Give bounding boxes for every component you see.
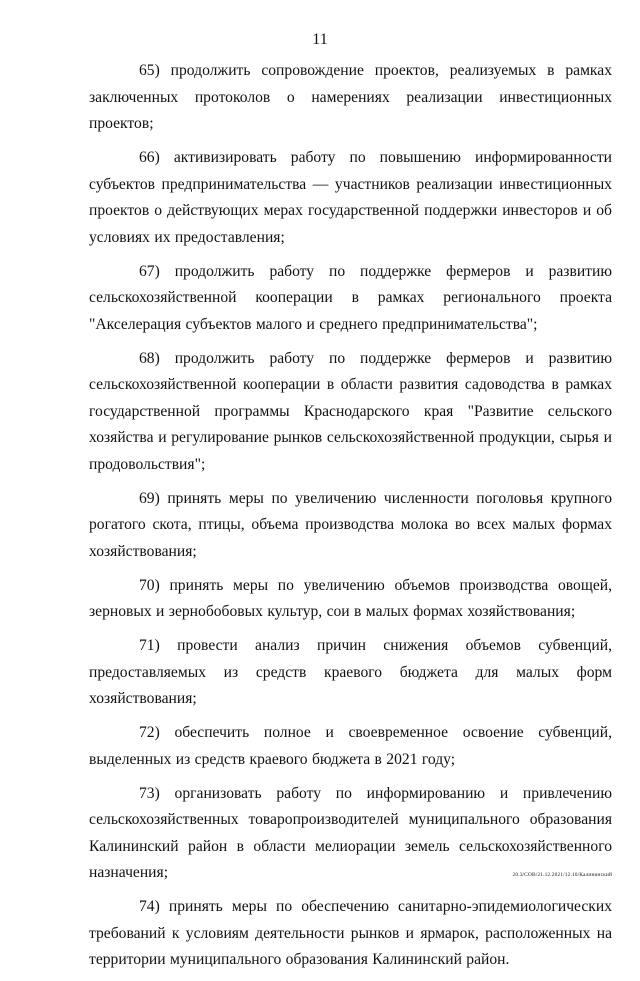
- list-item: 70) принять меры по увеличению объемов производства овощей, зерновых и зернобобовых культур, сои в малых формах хозяйствования;: [89, 576, 612, 620]
- list-item: 73) организовать работу по информированию и привлечению сельскохозяйственных товаропроизводителей муниципального образования Калининский район в области мелиорации земель сельскохозяйственного назначения;: [89, 784, 612, 881]
- list-item: 71) провести анализ причин снижения объемов субвенций, предоставляемых из средств краевого бюджета для малых форм хозяйствования;: [89, 637, 612, 707]
- list-item: 66) активизировать работу по повышению информированности субъектов предпринимательства — участников реализации инвестиционных проектов о действующих мерах государственной поддержки инвесторов и об условиях их предоставления;: [89, 149, 612, 246]
- list-item: 72) обеспечить полное и своевременное освоение субвенций, выделенных из средств краевого бюджета в 2021 году;: [89, 724, 612, 768]
- document-body: [89, 58, 612, 981]
- document-footer-code: 20.3/СОВ/21.12.2021/12.10/Калининский: [512, 872, 612, 878]
- list-item: 67) продолжить работу по поддержке фермеров и развитию сельскохозяйственной кооперации в рамках регионального проекта "Акселерация субъектов малого и среднего предпринимательства";: [89, 262, 612, 333]
- list-item: 74) принять меры по обеспечению санитарно-эпидемиологических требований к условиям деятельности рынков и ярмарок, расположенных на территории муниципального образования Калининский район.: [89, 898, 612, 968]
- list-item: 65) продолжить сопровождение проектов, реализуемых в рамках заключенных протоколов о намерениях реализации инвестиционных проектов;: [89, 62, 612, 132]
- list-item: 69) принять меры по увеличению численности поголовья крупного рогатого скота, птицы, объема производства молока во всех малых формах хозяйствования;: [89, 489, 612, 560]
- list-item: 68) продолжить работу по поддержке фермеров и развитию сельскохозяйственной кооперации в области развития садоводства в рамках государственной программы Краснодарского края "Развитие сельского хозяйства и регулирование рынков сельскохозяйственной продукции, сырья и продовольствия";: [89, 349, 612, 473]
- page-number: 11: [312, 31, 328, 48]
